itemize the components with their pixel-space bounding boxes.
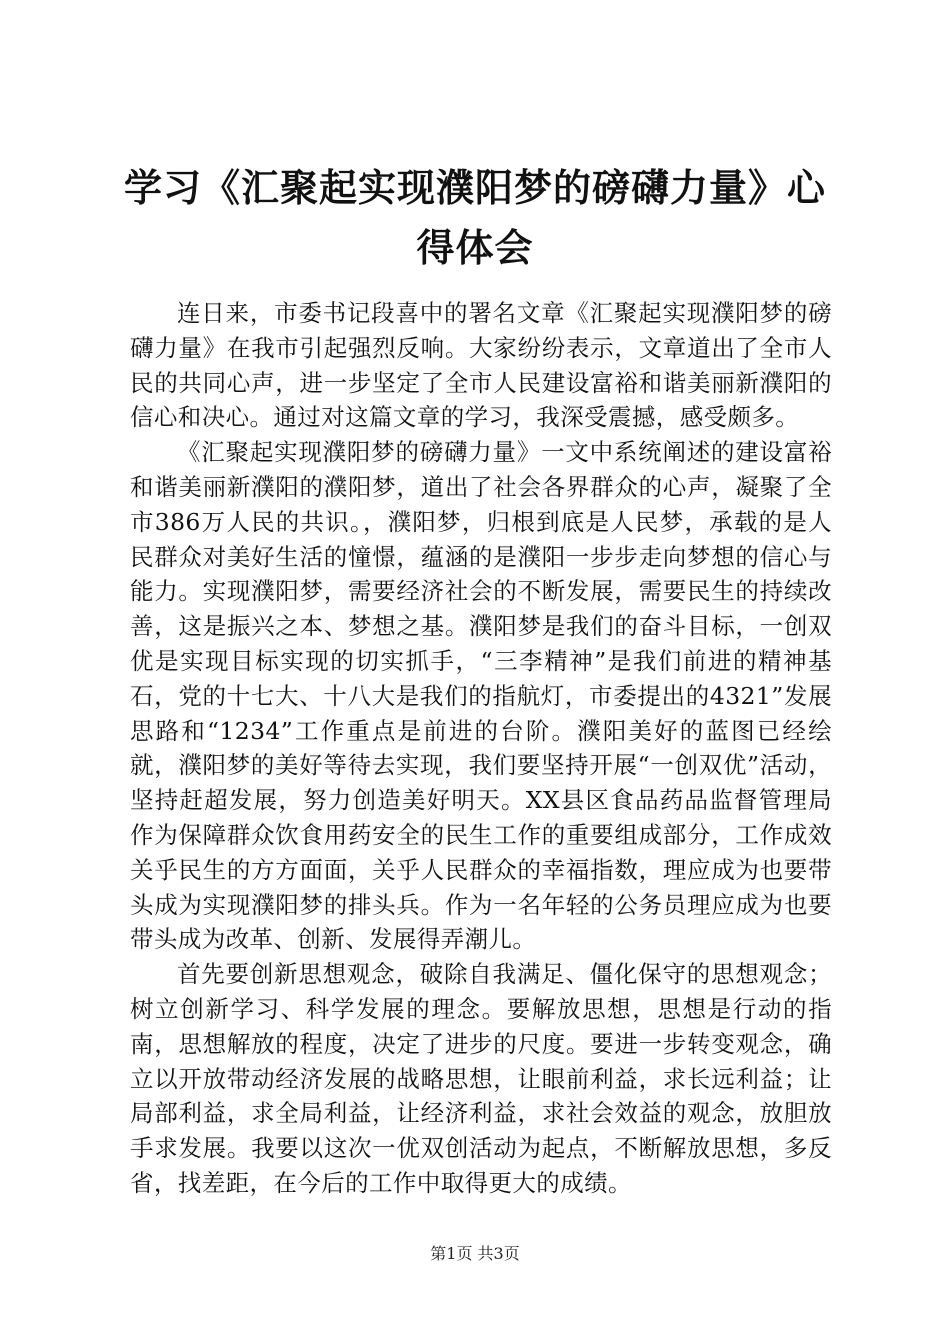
page-number-footer: 第1页 共3页 — [430, 1244, 520, 1263]
document-body — [130, 296, 832, 1201]
paragraph-3: 首先要创新思想观念，破除自我满足、僵化保守的思想观念；树立创新学习、科学发展的理念。要解放思想，思想是行动的指南，思想解放的程度，决定了进步的尺度。要进一步转变观念，确立以开放带动经济发展的战略思想，让眼前利益，求长远利益；让局部利益，求全局利益，让经济利益，求社会效益的观念，放胆放手求发展。我要以这次一优双创活动为起点，不断解放思想，多反省，找差距，在今后的工作中取得更大的成绩。 — [130, 960, 832, 1197]
paragraph-2: 《汇聚起实现濮阳梦的磅礴力量》一文中系统阐述的建设富裕和谐美丽新濮阳的濮阳梦，道出了社会各界群众的心声，凝聚了全市386万人民的共识。，濮阳梦，归根到底是人民梦，承载的是人民群众对美好生活的憧憬，蕴涵的是濮阳一步步走向梦想的信心与能力。实现濮阳梦，需要经济社会的不断发展，需要民生的持续改善，这是振兴之本、梦想之基。濮阳梦是我们的奋斗目标，一创双优是实现目标实现的切实抓手，“三李精神”是我们前进的精神基石，党的十七大、十八大是我们的指航灯，市委提出的4321”发展思路和“1234”工作重点是前进的台阶。濮阳美好的蓝图已经绘就，濮阳梦的美好等待去实现，我们要坚持开展“一创双优”活动，坚持赶超发展，努力创造美好明天。XX县区食品药品监督管理局作为保障群众饮食用药安全的民生工作的重要组成部分，工作成效关乎民生的方方面面，关乎人民群众的幸福指数，理应成为也要带头成为实现濮阳梦的排头兵。作为一名年轻的公务员理应成为也要带头成为改革、创新、发展得弄潮儿。 — [130, 438, 832, 954]
paragraph-1: 连日来，市委书记段喜中的署名文章《汇聚起实现濮阳梦的磅礴力量》在我市引起强烈反响。大家纷纷表示，文章道出了全市人民的共同心声，进一步坚定了全市人民建设富裕和谐美丽新濮阳的信心和决心。通过对这篇文章的学习，我深受震撼，感受颇多。 — [130, 299, 832, 432]
document-title: 学习《汇聚起实现濮阳梦的磅礴力量》心得体会 — [123, 166, 826, 270]
